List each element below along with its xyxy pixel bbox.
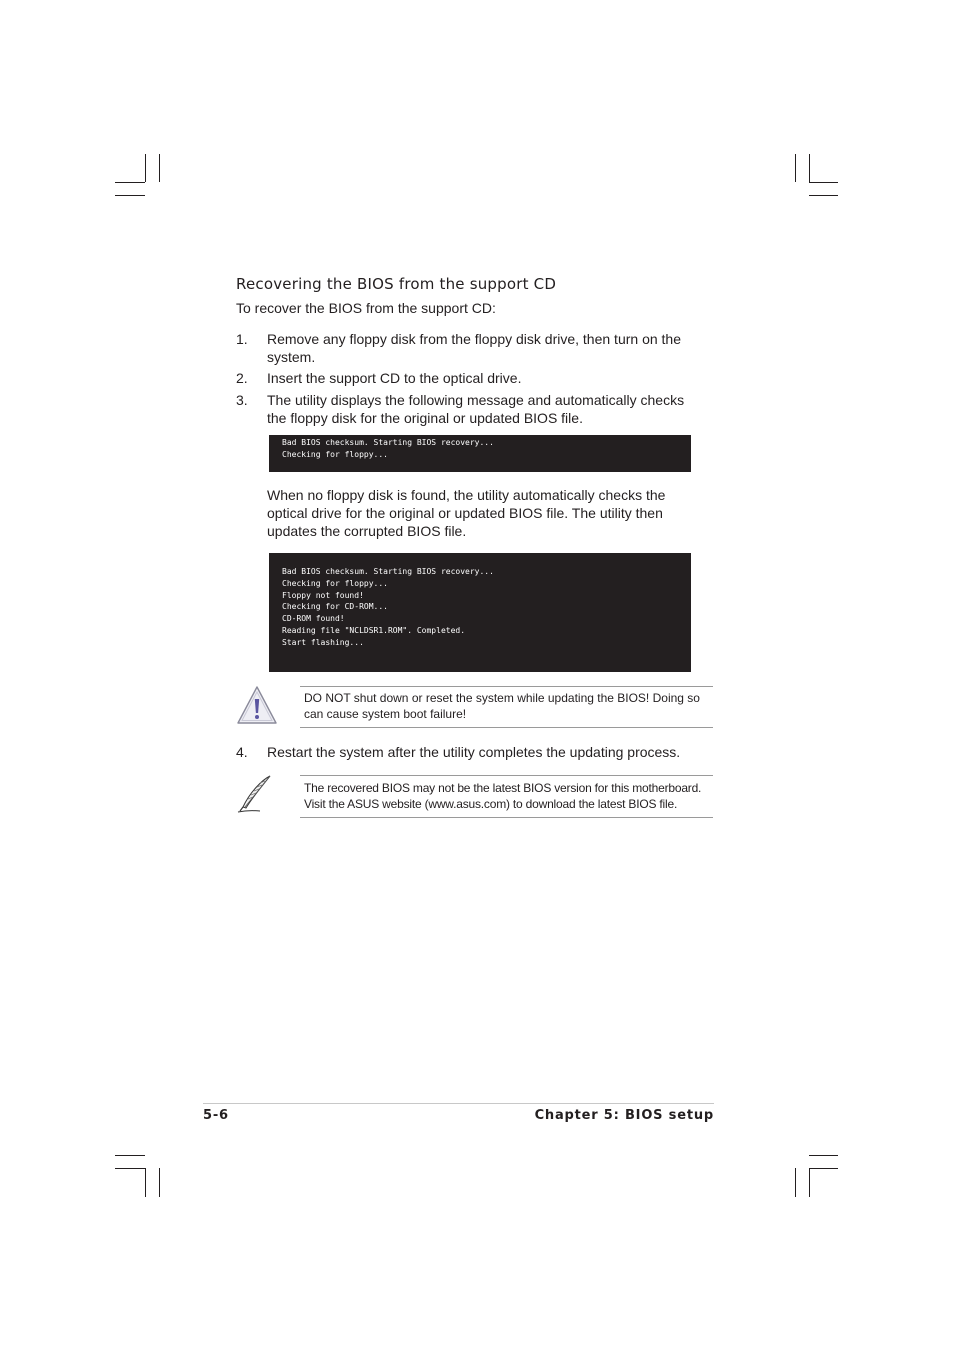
terminal-line: Checking for floppy... <box>282 449 388 459</box>
warning-icon <box>236 684 278 731</box>
step-number: 4. <box>236 744 248 760</box>
step-text: Remove any floppy disk from the floppy disk drive, then turn on the system. <box>267 331 681 365</box>
step-number: 2. <box>236 370 248 386</box>
terminal-line: Reading file "NCLDSR1.ROM". Completed. <box>282 625 466 635</box>
step3-followup-text: When no floppy disk is found, the utility automatically checks the optical drive for the original or updated BIOS file. The utility then updates the corrupted BIOS file. <box>267 487 666 539</box>
terminal-line: Start flashing... <box>282 637 364 647</box>
footer-divider <box>203 1103 714 1104</box>
terminal-line: Floppy not found! <box>282 590 364 600</box>
chapter-title: Chapter 5: BIOS setup <box>534 1108 714 1123</box>
caution-box <box>300 686 713 728</box>
caution-text: DO NOT shut down or reset the system while updating the BIOS! Doing so can cause system boot failure! <box>304 691 700 721</box>
terminal-line: Bad BIOS checksum. Starting BIOS recovery... <box>282 438 494 447</box>
terminal-output-floppy <box>269 435 691 472</box>
note-text: The recovered BIOS may not be the latest BIOS version for this motherboard. Visit the ASUS website (www.asus.com) to download the latest BIOS file. <box>304 781 702 811</box>
terminal-line: CD-ROM found! <box>282 614 345 624</box>
step-item <box>236 370 706 388</box>
pen-note-icon <box>236 774 274 819</box>
step-number: 3. <box>236 392 248 408</box>
terminal-line: Checking for CD-ROM... <box>282 602 388 612</box>
step-text: Restart the system after the utility completes the updating process. <box>267 744 681 760</box>
page-number: 5-6 <box>203 1108 229 1123</box>
terminal-line: Checking for floppy... <box>282 578 388 588</box>
step-item <box>236 331 706 366</box>
terminal-output-cdrom <box>269 553 691 672</box>
intro-text: To recover the BIOS from the support CD: <box>236 300 496 316</box>
step-text: The utility displays the following message and automatically checks the floppy disk for the original or updated BIOS file. <box>267 392 685 426</box>
step-text: Insert the support CD to the optical drive. <box>267 370 522 386</box>
note-box <box>300 775 713 818</box>
step-number: 1. <box>236 331 248 347</box>
section-heading: Recovering the BIOS from the support CD <box>236 275 557 293</box>
step-item <box>236 744 706 762</box>
step-item <box>236 392 706 427</box>
terminal-line: Bad BIOS checksum. Starting BIOS recovery... <box>282 567 494 576</box>
